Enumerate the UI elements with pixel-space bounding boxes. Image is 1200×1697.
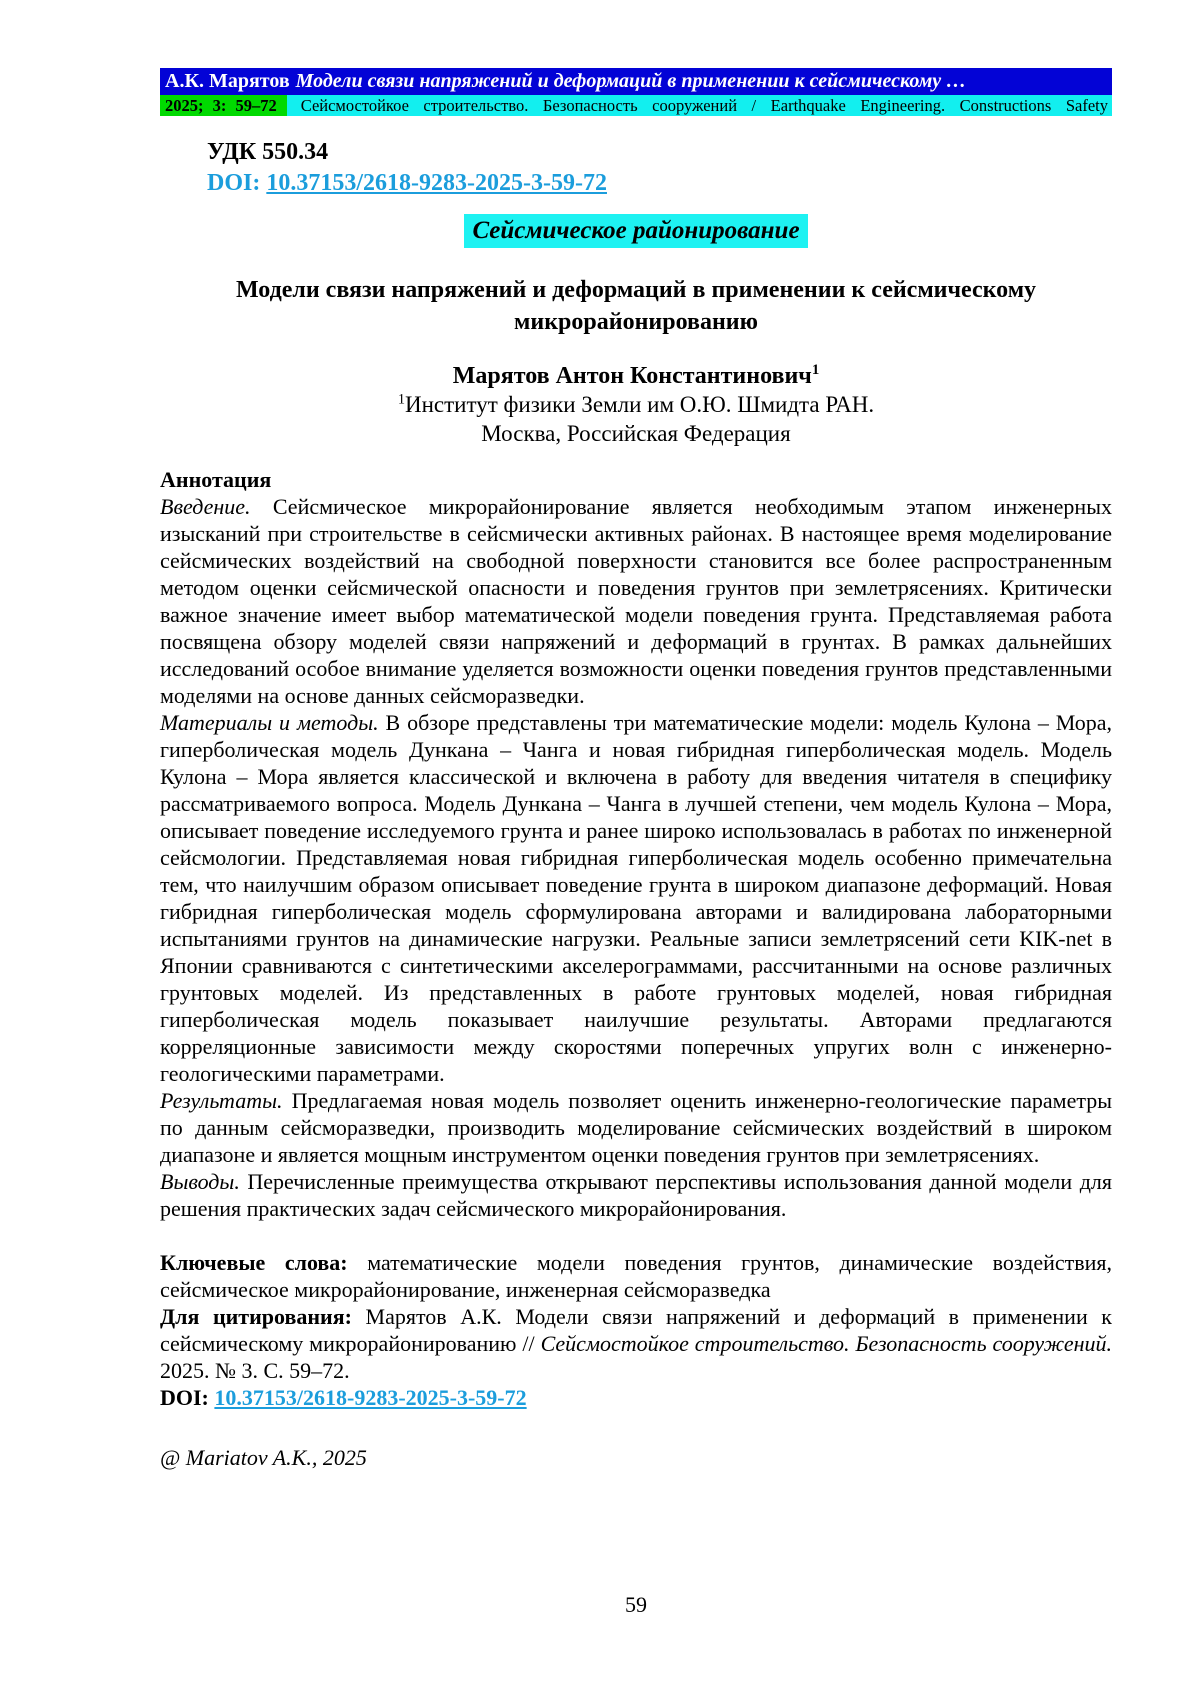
doi-line-top — [207, 168, 1112, 198]
citation-label: Для цитирования: — [160, 1304, 352, 1329]
doi-line-bottom — [160, 1384, 1112, 1412]
abstract-heading: Аннотация — [160, 467, 272, 492]
page-number: 59 — [625, 1592, 647, 1617]
section-label-row — [160, 214, 1112, 248]
page-content — [160, 0, 1112, 1471]
keywords-label: Ключевые слова: — [160, 1250, 348, 1275]
affiliation-city: Москва, Российская Федерация — [481, 421, 791, 446]
abstract-section-label-results: Результаты. — [160, 1088, 283, 1113]
abstract-section-label-materials: Материалы и методы. — [160, 710, 379, 735]
spacer — [160, 1222, 1112, 1249]
keywords: Ключевые слова: математические модели поведения грунтов, динамические воздействия, сейсмическое микрорайонирование, инженерная сейсморазведка — [160, 1250, 1113, 1302]
running-header — [160, 68, 1112, 116]
abstract-section-label-introduction: Введение. — [160, 494, 251, 519]
doi-label-bottom: DOI: — [160, 1385, 209, 1410]
citation-journal-title: Сейсмостойкое строительство. Безопасность сооружений. — [540, 1331, 1113, 1356]
udk-number: УДК 550.34 — [207, 139, 329, 165]
affiliation: $^1$Институт физики Земли им О.Ю. Шмидта РАН. — [397, 391, 875, 417]
abstract-results: Результаты. Предлагаемая новая модель позволяет оценить инженерно-геологические параметры по данным сейсморазведки, производить моделирование сейсмических воздействий в широком диапазоне и является мощным инструментом оценки поведения грунтов при землетрясениях. — [160, 1088, 1112, 1167]
citation: Для цитирования: Марятов А.К. Модели связи напряжений и деформаций в применении к сейсмическому микрорайонированию // Сейсмостойкое строительство. Безопасность сооружений. 2025. № 3. С. 59–72. — [160, 1304, 1113, 1383]
abstract-section-label-conclusions: Выводы. — [160, 1169, 240, 1194]
abstract-introduction: Введение. Сейсмическое микрорайонирование является необходимым этапом инженерных изысканий при строительстве в сейсмически активных районах. В настоящее время моделирование сейсмических воздействий на свободной поверхности становится все более распространенным методом оценки сейсмической опасности и поведения грунтов при землетрясениях. Критически важное значение имеет выбор математической модели поведения грунта. Представляемая работа посвящена обзору моделей связи напряжений и деформаций в грунтах. В рамках дальнейших исследований особое внимание уделяется возможности оценки поведения грунтов представленными моделями на основе данных сейсморазведки. — [160, 494, 1112, 708]
copyright-line: @ Mariatov A.K., 2025 — [160, 1445, 367, 1470]
abstract-conclusions: Выводы. Перечисленные преимущества открывают перспективы использования данной модели для решения практических задач сейсмического микрорайонирования. — [160, 1169, 1113, 1221]
author-affiliation-marker: 1 — [811, 362, 820, 378]
doi-link[interactable]: 10.37153/2618-9283-2025-3-59-72 — [266, 170, 607, 196]
affiliation-marker: 1 — [397, 391, 405, 408]
doi-link-bottom[interactable]: 10.37153/2618-9283-2025-3-59-72 — [214, 1385, 527, 1410]
running-header-title-bar — [160, 68, 1112, 95]
running-header-title: Модели связи напряжений и деформаций в применении к сейсмическому … — [295, 70, 967, 92]
section-label: Сейсмическое районирование — [464, 214, 807, 248]
doi-label: DOI: — [207, 170, 261, 196]
running-header-author: А.К. Марятов — [165, 70, 290, 92]
article-title: Модели связи напряжений и деформаций в применении к сейсмическому микрорайонированию — [235, 277, 1037, 335]
issue-badge: 2025; 3: 59–72 — [160, 95, 287, 116]
abstract-materials-methods: Материалы и методы. В обзоре представлены три математические модели: модель Кулона – Мора, гиперболическая модель Дункана – Чанга и новая гибридная гиперболическая модель. Модель Кулона – Мора является классической и включена в работу для введения читателя в специфику рассматриваемого вопроса. Модель Дункана – Чанга в лучшей степени, чем модель Кулона – Мора, описывает поведение исследуемого грунта и ранее широко использовалась в работах по инженерной сейсмологии. Представляемая новая гибридная гиперболическая модель особенно примечательна тем, что наилучшим образом описывает поведение грунта в широком диапазоне деформаций. Новая гибридная гиперболическая модель сформулирована авторами и валидирована лабораторными испытаниями грунтов на динамические нагрузки. Реальные записи землетрясений сети KIK-net в Японии сравниваются с синтетическими акселерограммами, рассчитанными на основе различных грунтовых моделей. Из представленных в работе грунтовых моделей, новая гибридная гиперболическая модель показывает наилучшие результаты. Авторами предлагаются корреляционные зависимости между скоростями поперечных упругих волн с инженерно-геологическими параметрами. — [160, 710, 1112, 1086]
journal-name: Сейсмостойкое строительство. Безопасность сооружений / Earthquake Engineering. Constructions Safety — [300, 95, 1108, 115]
running-header-journal-bar — [160, 95, 1112, 116]
author-name: Марятов Антон Константинович$^1$ — [452, 362, 820, 389]
